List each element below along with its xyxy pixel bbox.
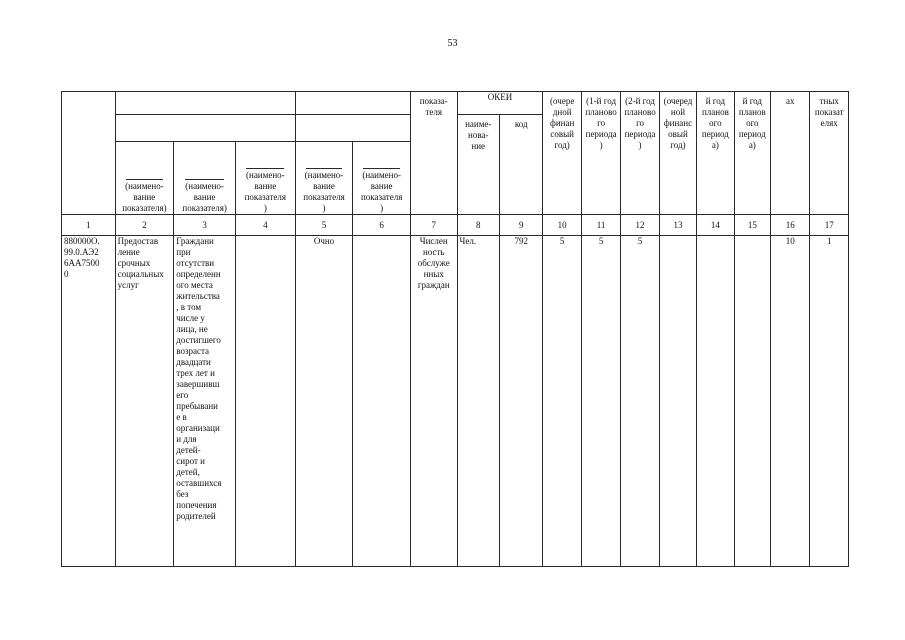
column-number: 10 <box>543 215 581 236</box>
column-number-row <box>62 215 849 236</box>
page-number: 53 <box>447 38 458 49</box>
fee-current-year <box>659 236 696 567</box>
column-number: 13 <box>659 215 696 236</box>
subheader-4: (наимено- вание показателя ) <box>235 142 295 215</box>
subheader-5: (наимено- вание показателя ) <box>295 142 353 215</box>
header-row-top <box>62 92 849 115</box>
deviation-absolute: 1 <box>810 236 849 567</box>
column-number: 2 <box>115 215 174 236</box>
deviation-percent: 10 <box>771 236 810 567</box>
value-plan-year-2: 5 <box>621 236 659 567</box>
column-number: 6 <box>353 215 411 236</box>
column-number: 12 <box>621 215 659 236</box>
header-group-content <box>115 92 295 115</box>
fee-plan-year-2 <box>734 236 770 567</box>
header-content-blank <box>115 115 295 142</box>
unit-name: Чел. <box>457 236 499 567</box>
column-number: 15 <box>734 215 770 236</box>
recipient-category: Граждани при отсутстви определенн ого места жительства , в том числе у лица, не достигшего возраста двадцати трех лет и завершивш его пребывани е в организаци и для детей- сирот и детей, оставшихся без попечения родителей <box>174 236 236 567</box>
header-year-plan-4: й год планов ого период а) <box>734 92 770 215</box>
service-form: Очно <box>295 236 353 567</box>
header-deviation-percent: ах <box>771 92 810 215</box>
column-number: 7 <box>410 215 457 236</box>
subheader-2: (наимено- вание показателя) <box>115 142 174 215</box>
column-number: 9 <box>499 215 542 236</box>
header-year-current-2: (очеред ной финанс овый год) <box>659 92 696 215</box>
header-okei: ОКЕИ <box>457 92 543 115</box>
unit-code: 792 <box>499 236 542 567</box>
column-number: 17 <box>810 215 849 236</box>
volume-indicator-name: Числен ность обслуже нных граждан <box>410 236 457 567</box>
content-indicator-3 <box>235 236 295 567</box>
header-year-plan-3: й год планов ого период а) <box>697 92 734 215</box>
column-number: 1 <box>62 215 116 236</box>
header-year-plan-1: (1-й год планово го периода ) <box>581 92 620 215</box>
column-number: 14 <box>697 215 734 236</box>
table-row <box>62 236 849 567</box>
service-content: Предостав ление срочных социальных услуг <box>115 236 174 567</box>
column-number: 3 <box>174 215 236 236</box>
header-deviation-absolute: тных показат елях <box>810 92 849 215</box>
value-current-year: 5 <box>543 236 581 567</box>
subheader-3: (наимено- вание показателя) <box>174 142 236 215</box>
service-register-table <box>61 91 849 567</box>
header-indicator: показа- теля <box>410 92 457 215</box>
header-conditions-blank <box>295 115 410 142</box>
condition-indicator-2 <box>353 236 411 567</box>
header-group-conditions <box>295 92 410 115</box>
subheader-6: (наимено- вание показателя ) <box>353 142 411 215</box>
column-number: 16 <box>771 215 810 236</box>
column-number: 4 <box>235 215 295 236</box>
value-plan-year-1: 5 <box>581 236 620 567</box>
header-okei-code: код <box>499 115 542 215</box>
registry-code: 880000О. 99.0.АЭ2 6АА7500 0 <box>62 236 116 567</box>
header-year-current: (очере дной финан совый год) <box>543 92 581 215</box>
column-number: 5 <box>295 215 353 236</box>
fee-plan-year-1 <box>697 236 734 567</box>
column-number: 11 <box>581 215 620 236</box>
header-cell-1 <box>62 92 116 215</box>
column-number: 8 <box>457 215 499 236</box>
header-year-plan-2: (2-й год планово го периода ) <box>621 92 659 215</box>
header-okei-name: наиме- нова- ние <box>457 115 499 215</box>
